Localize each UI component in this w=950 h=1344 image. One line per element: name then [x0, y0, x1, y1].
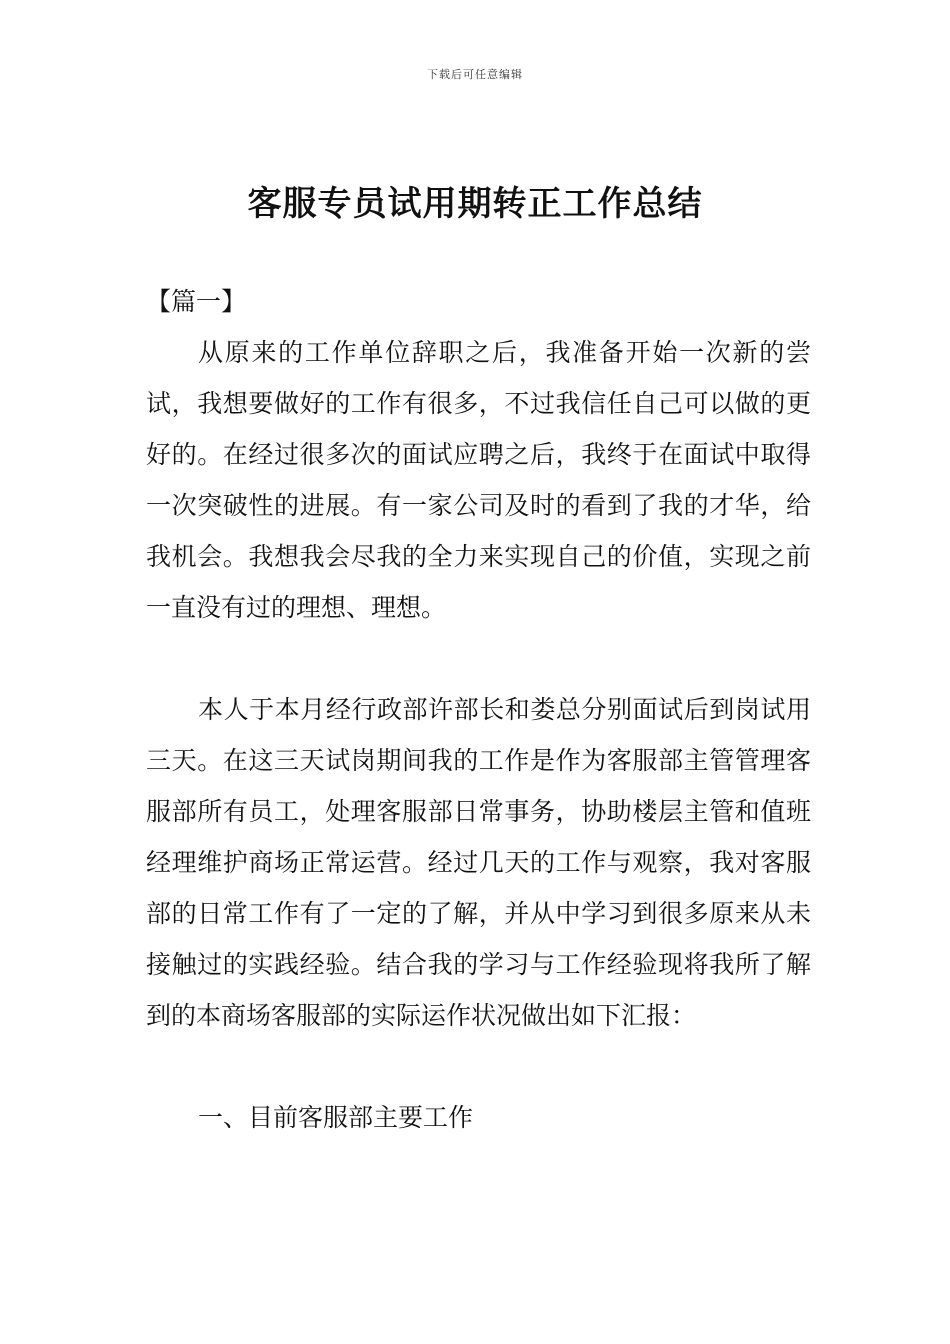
document-title: 客服专员试用期转正工作总结	[247, 184, 703, 224]
header-note: 下载后可任意编辑	[427, 68, 523, 81]
document-body	[146, 276, 811, 1143]
section-heading: 一、目前客服部主要工作	[198, 1103, 474, 1132]
paragraph-spacer	[146, 1041, 811, 1092]
paragraph-2: 本人于本月经行政部许部长和娄总分别面试后到岗试用三天。在这三天试岗期间我的工作是作为客服部主管管理客服部所有员工，处理客服部日常事务，协助楼层主管和值班经理维护商场正常运营。经过几天的工作与观察，我对客服部的日常工作有了一定的了解，并从中学习到很多原来从未接触过的实践经验。结合我的学习与工作经验现将我所了解到的本商场客服部的实际运作状况做出如下汇报：	[146, 695, 811, 1030]
paragraph-spacer	[146, 633, 811, 684]
paragraph-1: 从原来的工作单位辞职之后，我准备开始一次新的尝试，我想要做好的工作有很多，不过我信任自己可以做的更好的。在经过很多次的面试应聘之后，我终于在面试中取得一次突破性的进展。有一家公司及时的看到了我的才华，给我机会。我想我会尽我的全力来实现自己的价值，实现之前一直没有过的理想、理想。	[146, 338, 811, 622]
section-label: 【篇一】	[146, 287, 247, 316]
